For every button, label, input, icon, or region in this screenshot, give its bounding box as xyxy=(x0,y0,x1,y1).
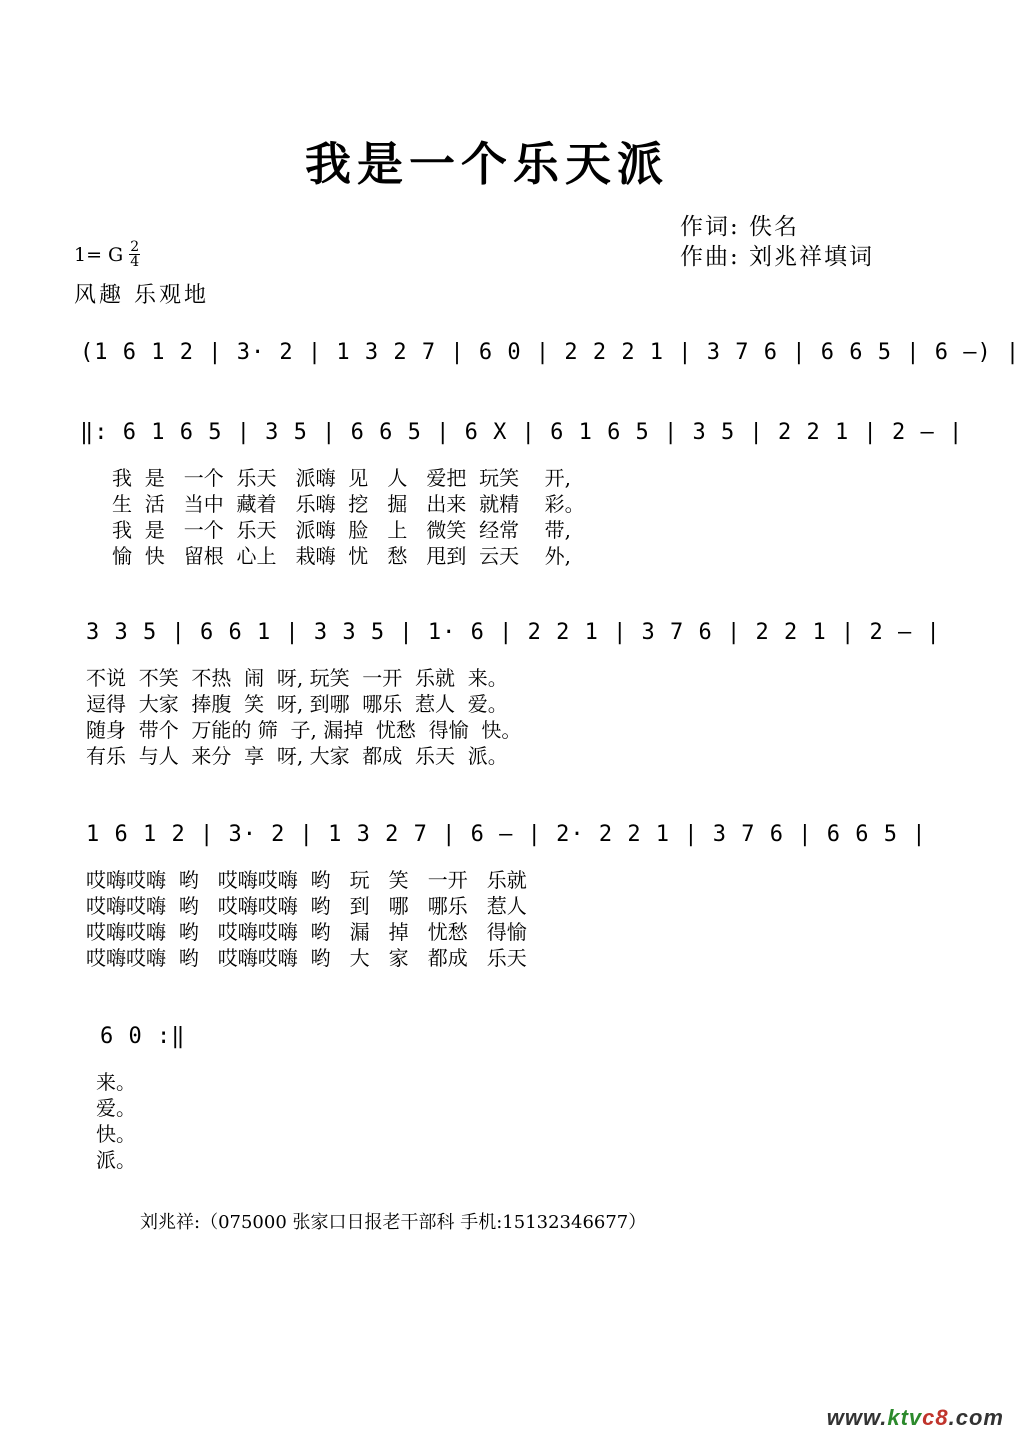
lyric-line: 爱。 xyxy=(96,1096,136,1120)
tempo-marking: 风趣 乐观地 xyxy=(74,283,209,308)
notation-line-4: 1 6 1 2 | 3· 2 | 1 3 2 7 | 6 — | 2· 2 2 1 | 3 7 6 | 6 6 5 | xyxy=(86,822,927,847)
lyric-line: 随身 带个 万能的 筛 子, 漏掉 忧愁 得愉 快。 xyxy=(86,718,522,742)
lyricist-credit: 作词: 佚名 xyxy=(680,214,800,240)
key-label: 1= G xyxy=(74,243,124,266)
lyric-line: 哎嗨哎嗨 哟 哎嗨哎嗨 哟 玩 笑 一开 乐就 xyxy=(86,868,527,892)
time-signature xyxy=(129,240,140,269)
lyric-line: 不说 不笑 不热 闹 呀, 玩笑 一开 乐就 来。 xyxy=(86,666,508,690)
lyric-line: 逗得 大家 捧腹 笑 呀, 到哪 哪乐 惹人 爱。 xyxy=(86,692,508,716)
lyric-line: 来。 xyxy=(96,1070,136,1094)
lyric-line: 我 是 一个 乐天 派嗨 脸 上 微笑 经常 带, xyxy=(112,518,571,542)
lyric-line: 哎嗨哎嗨 哟 哎嗨哎嗨 哟 到 哪 哪乐 惹人 xyxy=(86,894,527,918)
notation-line-2: ‖: 6 1 6 5 | 3 5 | 6 6 5 | 6 X | 6 1 6 5 | 3 5 | 2 2 1 | 2 — | xyxy=(80,420,964,445)
lyric-line: 派。 xyxy=(96,1148,136,1172)
lyric-line: 生 活 当中 藏着 乐嗨 挖 掘 出来 就精 彩。 xyxy=(112,492,585,516)
lyric-line: 愉 快 留根 心上 栽嗨 忧 愁 甩到 云天 外, xyxy=(112,544,571,568)
lyric-line: 有乐 与人 来分 享 呀, 大家 都成 乐天 派。 xyxy=(86,744,508,768)
watermark-com: .com xyxy=(948,1405,1004,1430)
song-title: 我是一个乐天派 xyxy=(305,137,669,191)
contact-footer: 刘兆祥:（075000 张家口日报老干部科 手机:15132346677） xyxy=(140,1212,647,1233)
watermark xyxy=(827,1405,1004,1431)
composer-credit: 作曲: 刘兆祥填词 xyxy=(680,244,875,270)
watermark-c8: c8 xyxy=(922,1405,949,1430)
watermark-ktv: ktv xyxy=(887,1405,923,1430)
lyric-line: 哎嗨哎嗨 哟 哎嗨哎嗨 哟 漏 掉 忧愁 得愉 xyxy=(86,920,527,944)
time-bottom: 4 xyxy=(130,254,140,270)
notation-line-3: 3 3 5 | 6 6 1 | 3 3 5 | 1· 6 | 2 2 1 | 3 7 6 | 2 2 1 | 2 — | xyxy=(86,620,941,645)
key-signature xyxy=(74,240,140,269)
notation-line-5: 6 0 :‖ xyxy=(100,1024,186,1049)
lyric-line: 快。 xyxy=(96,1122,136,1146)
notation-line-1: (1 6 1 2 | 3· 2 | 1 3 2 7 | 6 0 | 2 2 2 1 | 3 7 6 | 6 6 5 | 6 —) | xyxy=(80,340,1021,365)
lyric-line: 哎嗨哎嗨 哟 哎嗨哎嗨 哟 大 家 都成 乐天 xyxy=(86,946,527,970)
time-top: 2 xyxy=(130,239,140,255)
watermark-www: www. xyxy=(826,1405,888,1430)
lyric-line: 我 是 一个 乐天 派嗨 见 人 爱把 玩笑 开, xyxy=(112,466,571,490)
